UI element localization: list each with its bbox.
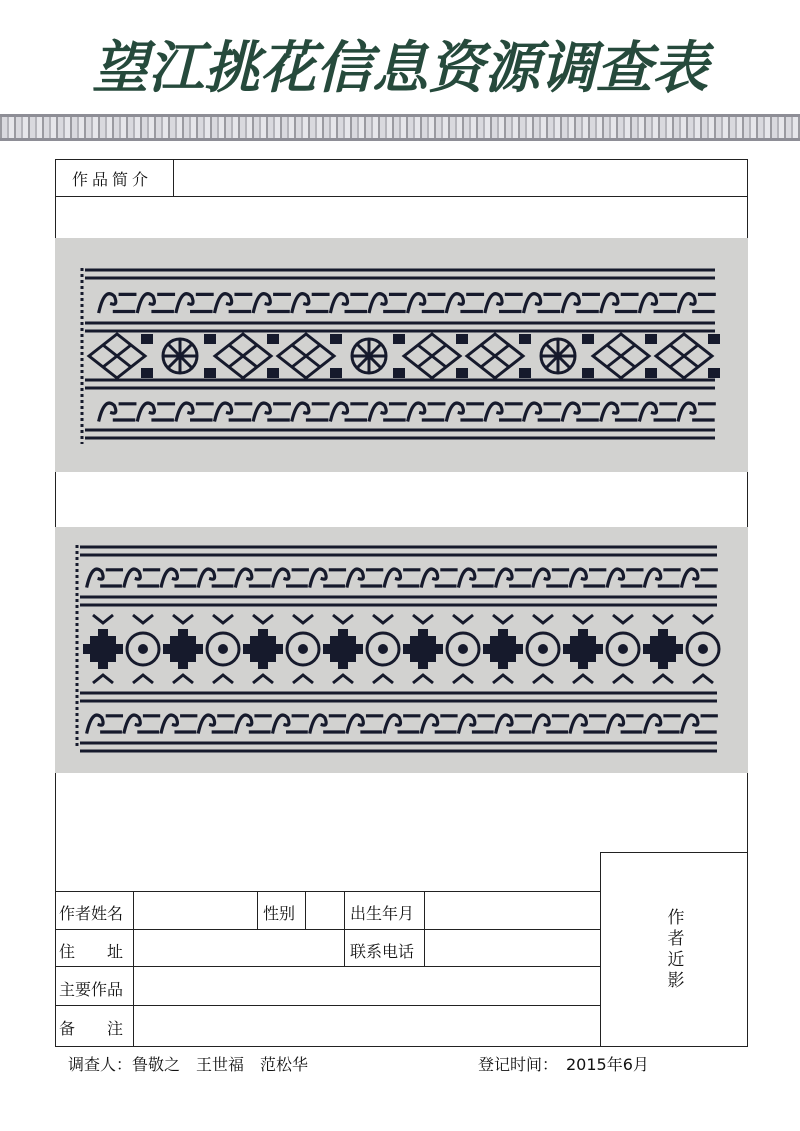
- phone-label: 联系电话: [350, 942, 415, 961]
- phone-field[interactable]: [425, 930, 600, 965]
- embroidery-sample-1: [55, 238, 748, 472]
- address-field[interactable]: [134, 930, 343, 965]
- decorative-border: [0, 114, 800, 141]
- works-label: 主要作品: [59, 980, 124, 999]
- author-name-label: 作者姓名: [59, 904, 124, 923]
- gender-label: 性别: [263, 904, 296, 923]
- gender-field[interactable]: [306, 892, 343, 928]
- embroidery-photo-2: [55, 527, 748, 773]
- divider: [257, 891, 258, 929]
- author-photo-label: 作者近影: [663, 907, 684, 992]
- embroidery-sample-2: [55, 527, 748, 773]
- birth-label: 出生年月: [350, 904, 415, 923]
- embroidery-photo-1: [55, 238, 748, 472]
- author-name-field[interactable]: [134, 892, 256, 928]
- divider: [344, 891, 345, 966]
- address-label: 住 址: [59, 942, 124, 961]
- author-photo-label-wrap: [600, 852, 748, 1047]
- remarks-field[interactable]: [134, 1006, 600, 1046]
- registration-date: 登记时间： 2015年6月: [478, 1055, 649, 1074]
- divider: [55, 196, 748, 197]
- works-field[interactable]: [134, 967, 600, 1004]
- intro-label: 作品简介: [72, 170, 153, 189]
- page-title: 望江挑花信息资源调查表: [92, 35, 708, 101]
- divider: [173, 159, 174, 196]
- investigators: 调查人：鲁敬之 王世福 范松华: [68, 1055, 309, 1074]
- remarks-label: 备 注: [59, 1019, 124, 1038]
- birth-field[interactable]: [425, 892, 600, 928]
